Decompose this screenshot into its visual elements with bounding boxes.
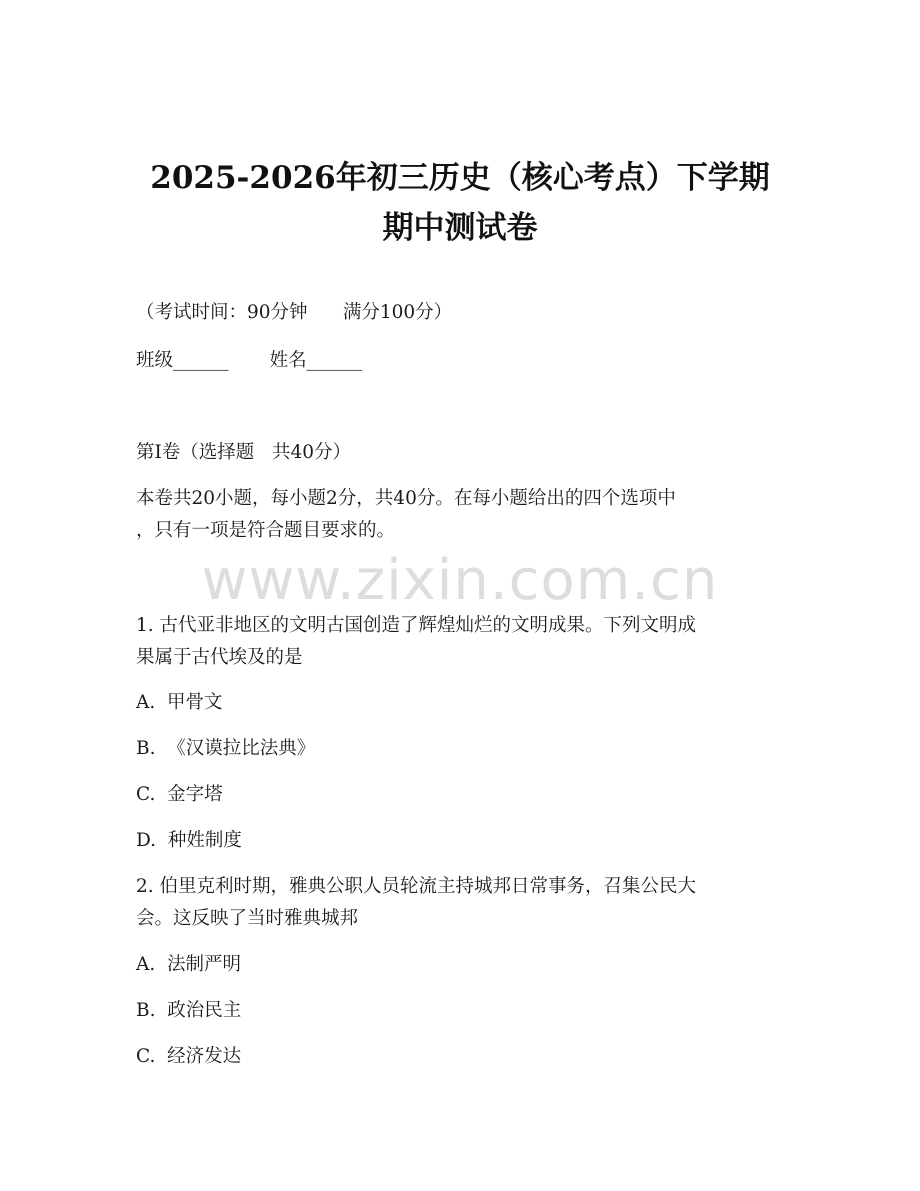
section-heading: 第Ⅰ卷（选择题 共40分） [136,442,351,463]
watermark-text: www.zixin.com.cn [201,548,719,613]
instructions-line2: ，只有一项是符合题目要求的。 [136,520,396,541]
student-fields: 班级______ 姓名______ [136,350,363,371]
question-1-stem-line1: 1. 古代亚非地区的文明古国创造了辉煌灿烂的文明成果。下列文明成 [136,615,697,636]
exam-title-line1: 2025-2026年初三历史（核心考点）下学期 [150,160,770,196]
exam-info: （考试时间：90分钟 满分100分） [136,302,453,323]
question-2-stem-line2: 会。这反映了当时雅典城邦 [136,908,359,929]
question-1-option-a: A. 甲骨文 [136,692,223,713]
question-2-option-a: A. 法制严明 [136,954,242,975]
question-1-option-d: D. 种姓制度 [136,830,242,851]
question-1-option-b: B. 《汉谟拉比法典》 [136,738,316,759]
question-1-stem-line2: 果属于古代埃及的是 [136,647,303,668]
question-2-stem-line1: 2. 伯里克利时期，雅典公职人员轮流主持城邦日常事务，召集公民大 [136,876,697,897]
exam-title-line2: 期中测试卷 [382,210,538,246]
question-1-option-c: C. 金字塔 [136,784,223,805]
question-2-option-b: B. 政治民主 [136,1000,242,1021]
instructions-line1: 本卷共20小题，每小题2分，共40分。在每小题给出的四个选项中 [136,488,676,509]
question-2-option-c: C. 经济发达 [136,1046,242,1067]
